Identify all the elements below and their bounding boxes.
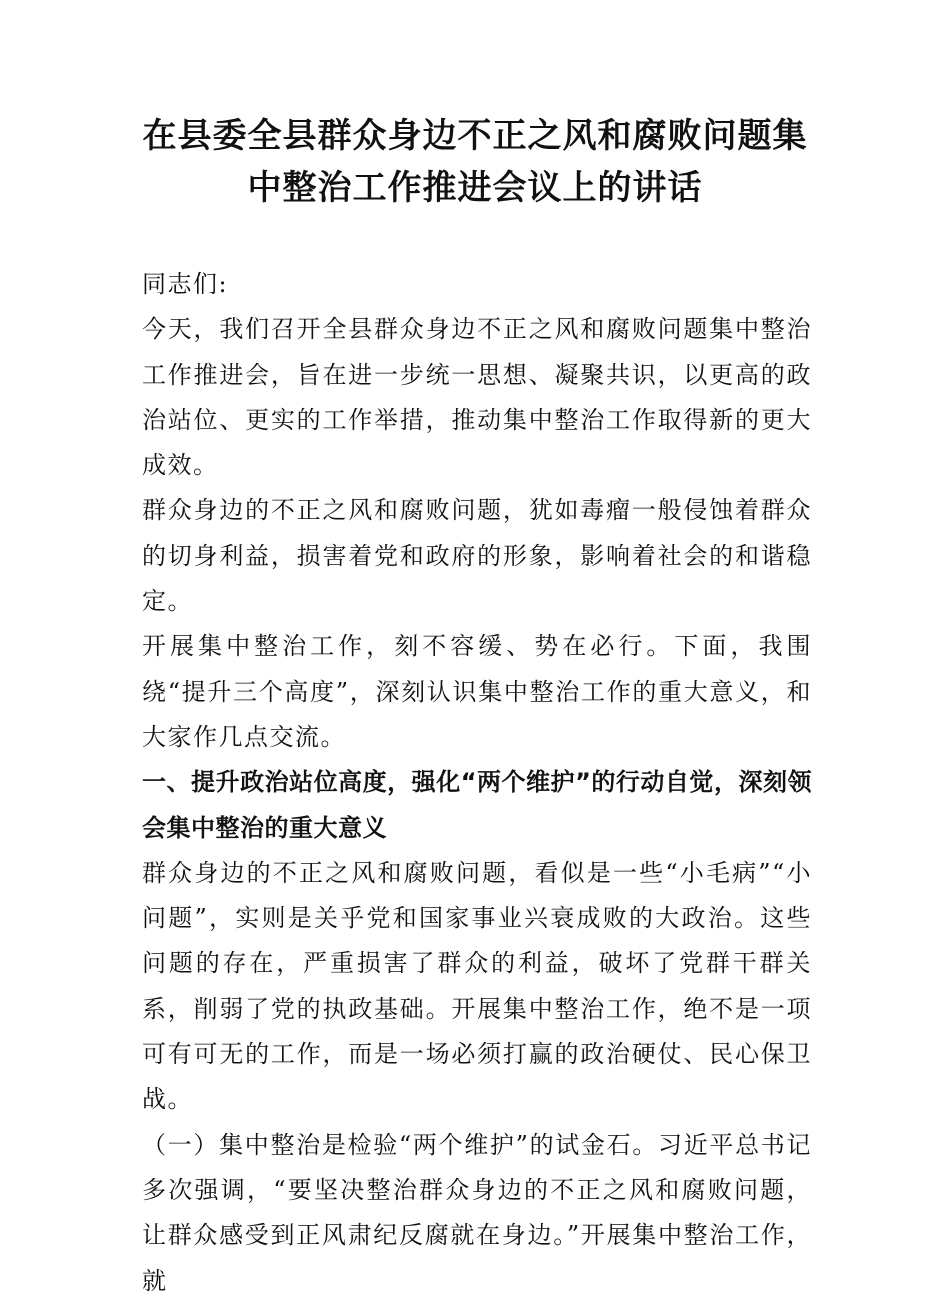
salutation: 同志们: <box>142 270 229 298</box>
document-body <box>142 262 812 1304</box>
title-line-2: 中整治工作推进会议上的讲话 <box>247 168 703 208</box>
section-1-paragraph: 群众身边的不正之风和腐败问题，看似是一些“小毛病”“小问题”，实则是关乎党和国家事业兴衰成败的大政治。这些问题的存在，严重损害了群众的利益，破坏了党群干群关系，削弱了党的执政基础。开展集中整治工作，绝不是一项可有可无的工作，而是一场必须打赢的政治硬仗、民心保卫战。 <box>142 858 812 1114</box>
subsection-1-paragraph: （一）集中整治是检验“两个维护”的试金石。习近平总书记多次强调，“要坚决整治群众身边的不正之风和腐败问题，让群众感受到正风肃纪反腐就在身边。”开展集中整治工作，就 <box>142 1130 812 1295</box>
document-title <box>120 110 830 214</box>
title-line-1: 在县委全县群众身边不正之风和腐败问题集 <box>142 116 808 156</box>
intro-paragraph-1: 今天，我们召开全县群众身边不正之风和腐败问题集中整治工作推进会，旨在进一步统一思想、凝聚共识，以更高的政治站位、更实的工作举措，推动集中整治工作取得新的更大成效。 <box>142 315 812 480</box>
section-1-heading: 一、提升政治站位高度，强化“两个维护”的行动自觉，深刻领会集中整治的重大意义 <box>142 768 812 842</box>
intro-paragraph-3: 开展集中整治工作，刻不容缓、势在必行。下面，我围绕“提升三个高度”，深刻认识集中整治工作的重大意义，和大家作几点交流。 <box>142 632 812 751</box>
intro-paragraph-2: 群众身边的不正之风和腐败问题，犹如毒瘤一般侵蚀着群众的切身利益，损害着党和政府的形象，影响着社会的和谐稳定。 <box>142 496 812 616</box>
